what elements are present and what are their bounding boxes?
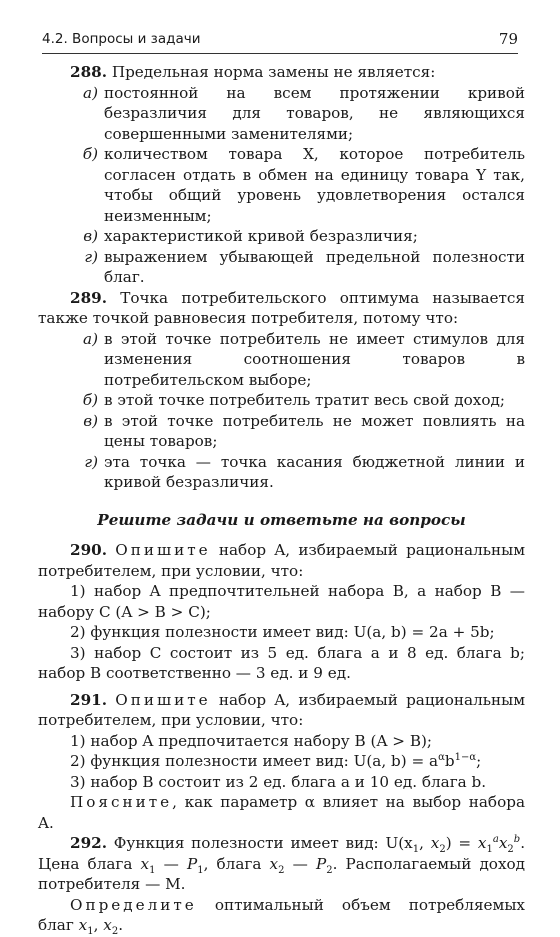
question-291: 291. Опишите набор A, избираемый рациональным потребителем, при условии, что: [38, 690, 526, 729]
content [38, 62, 525, 936]
item-291-1: 1) набор A предпочитается набору B (A > B); [70, 731, 433, 750]
item-291-3: 3) набор B состоит из 2 ед. блага a и 10 ед. блага b. [70, 772, 487, 791]
item-290-1: 1) набор A предпочтительней набора B, а набор B — набору C (A > B > C); [38, 582, 525, 621]
option-289-d: г) эта точка — точка касания бюджетной линии и кривой безразличия. [84, 452, 525, 491]
item-290-2: 2) функция полезности имеет вид: U(a, b) = 2a + 5b; [70, 623, 495, 641]
section-title: 4.2. Вопросы и задачи [42, 31, 201, 47]
option-289-a: а) в этой точке потребитель не имеет стимулов для изменения соотношения товаров в потребительском выборе; [83, 329, 525, 389]
item-291-2: 2) функция полезности имеет вид: U(a, $b) = a^\alpha b^{1-\alpha}$; [70, 751, 482, 770]
option-288-a: а) постоянной на всем протяжении кривой безразличия для товаров, не являющихся совершенными заменителями; [83, 83, 525, 143]
question-288: 288. Предельная норма замены не является: [70, 63, 436, 81]
question-290: 290. Опишите набор A, избираемый рациональным потребителем, при условии, что: [38, 541, 526, 580]
option-288-b: б) количеством товара X, которое потребитель согласен отдать в обмен на единицу товара Y так, чтобы общий уровень удовлетворения остался неизменным; [82, 145, 525, 225]
running-head [42, 30, 518, 54]
item-290-3: 3) набор C состоит из 5 ед. блага a и 8 ед. блага b; набор B соответственно — 3 ед. и 9 ед. [38, 643, 525, 682]
section-heading: Решите задачи и ответьте на вопросы [97, 510, 466, 529]
option-288-c: в) характеристикой кривой безразличия; [83, 227, 418, 245]
option-289-c: в) в этой точке потребитель не может повлиять на цены товаров; [83, 411, 525, 450]
question-292: 292. Функция полезности имеет вид: $U(x_1$, $x_2) = x_1^ax_2^b$. Цена блага $x_1$ — $P_1$, блага $x_2$ — $P_2$. Располагаемый доход потребителя — M. [38, 833, 526, 893]
task-292: Определите оптимальный объем потребляемых благ $x_1$, $x_2$. [38, 895, 525, 937]
page-number: 79 [498, 30, 518, 48]
explain-291: Поясните, как параметр α влияет на выбор набора A. [38, 793, 525, 832]
option-288-d: г) выражением убывающей предельной полезности благ. [84, 247, 525, 286]
option-289-b: б) в этой точке потребитель тратит весь свой доход; [82, 391, 505, 409]
question-289: 289. Точка потребительского оптимума называется также точкой равновесия потребителя, потому что: [38, 288, 526, 327]
